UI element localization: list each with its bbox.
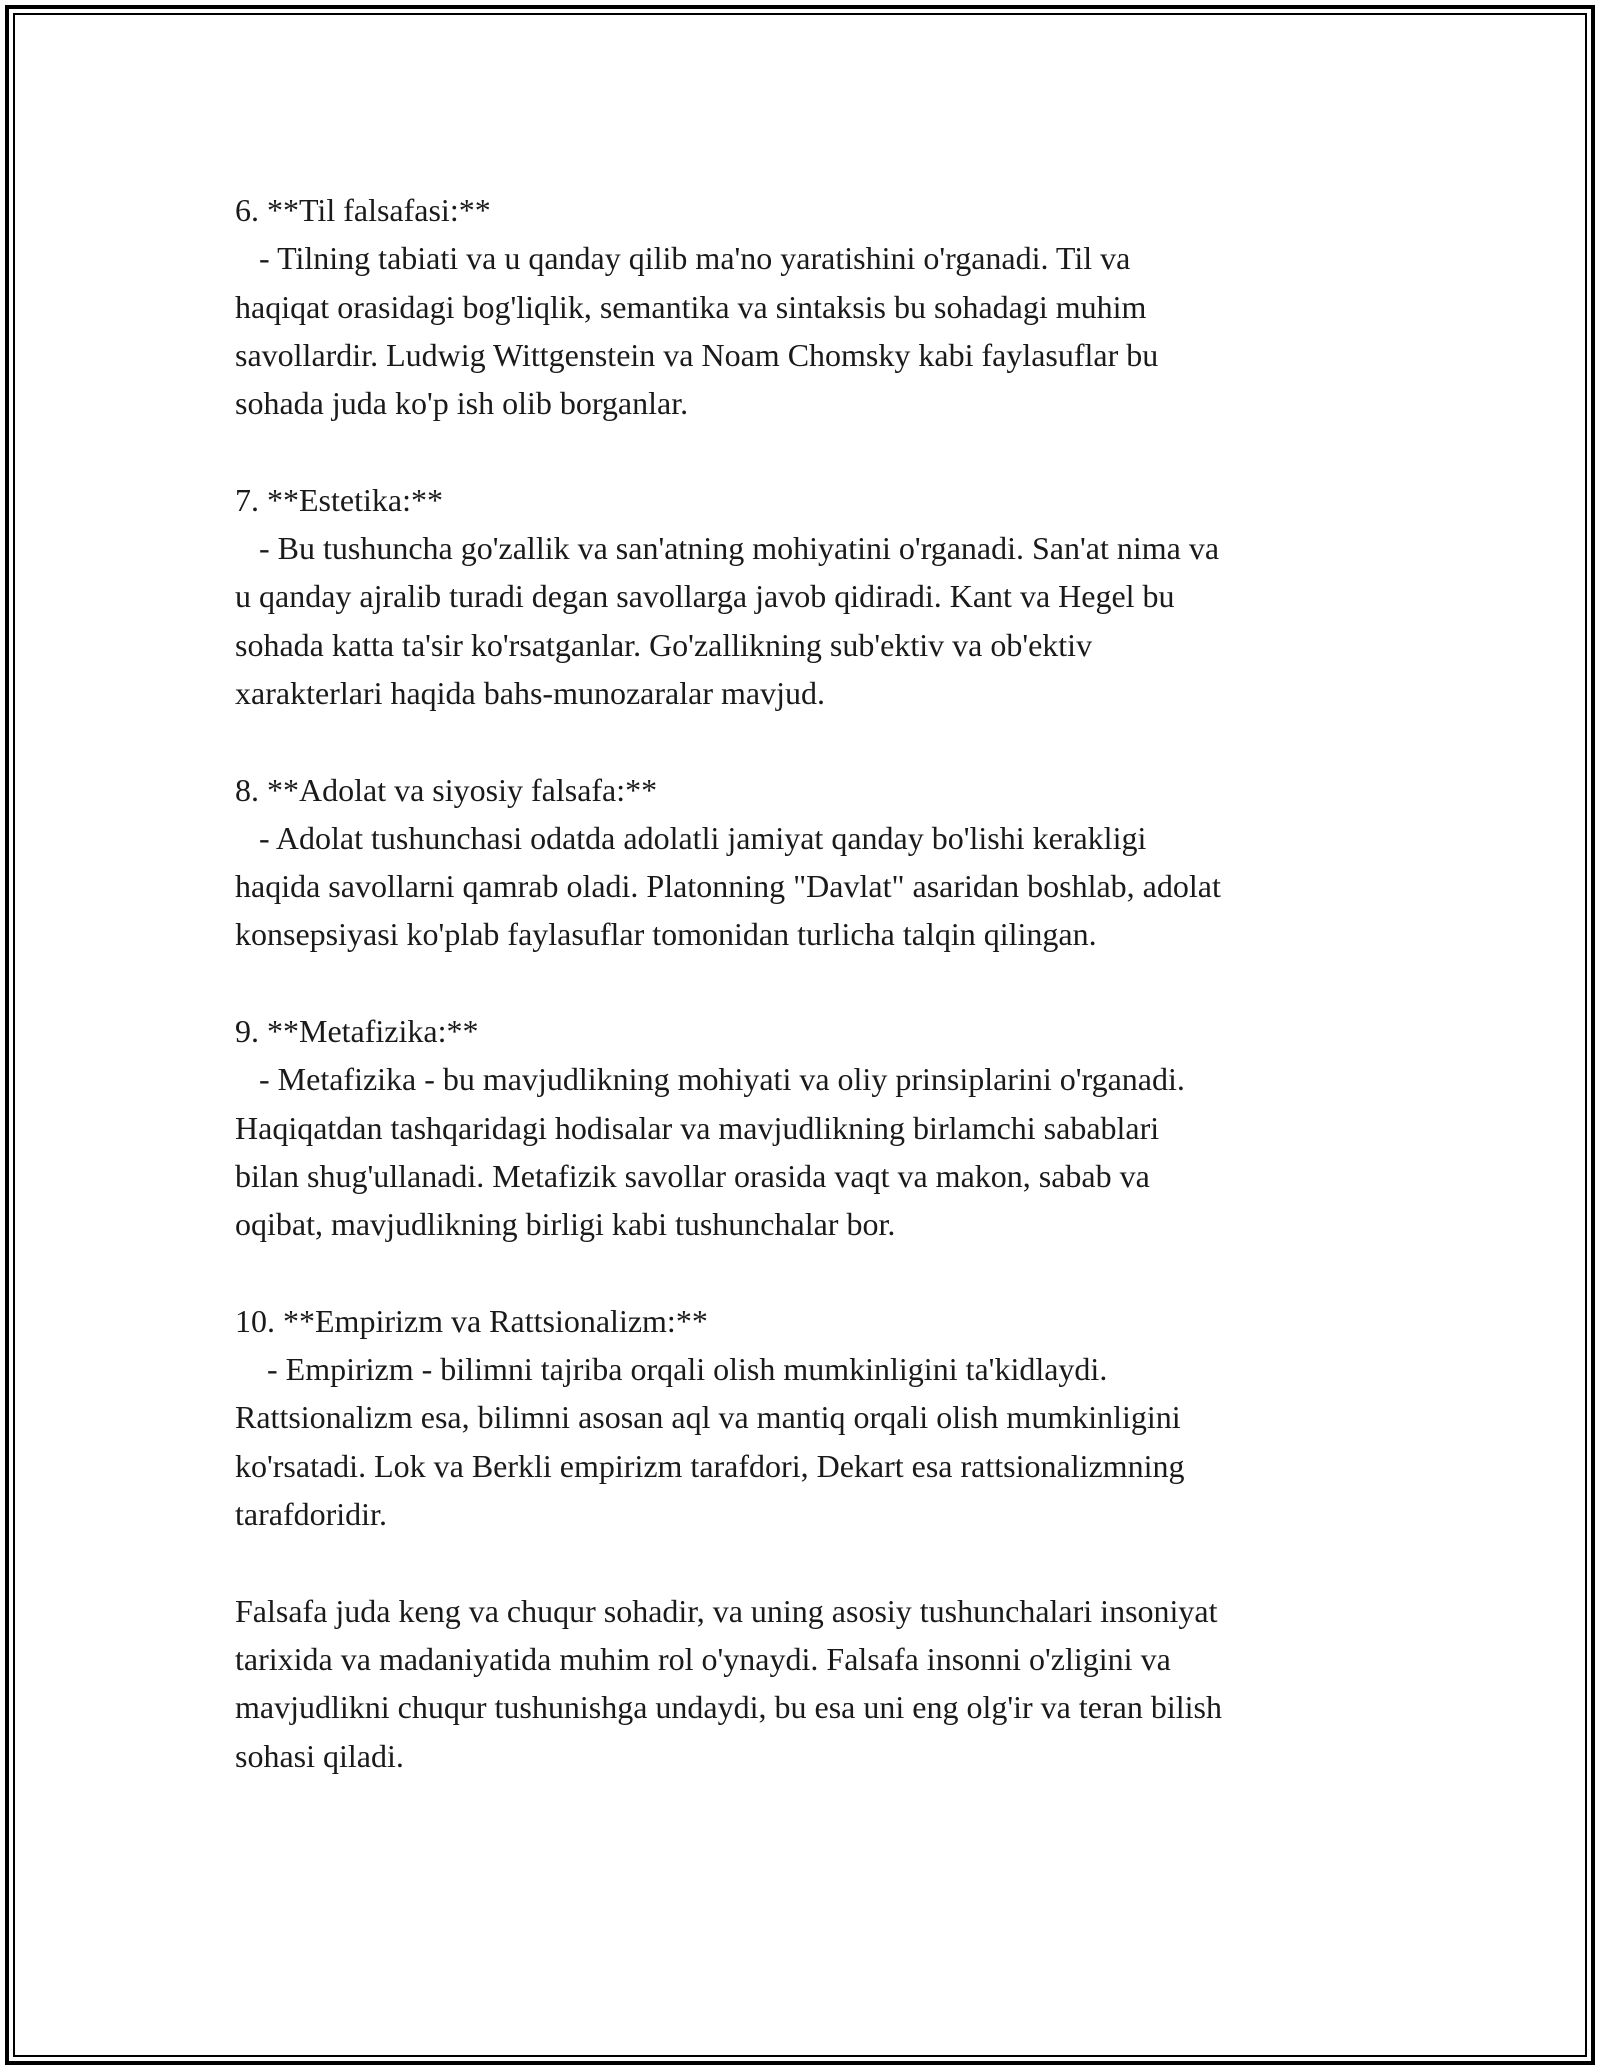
document-body: [235, 186, 1395, 1828]
section-estetika: [235, 476, 1395, 717]
paragraph-line: mavjudlikni chuqur tushunishga undaydi, bu esa uni eng olg'ir va teran bilish: [235, 1689, 1222, 1726]
paragraph-line: savollardir. Ludwig Wittgenstein va Noam Chomsky kabi faylasuflar bu: [235, 336, 1159, 373]
paragraph-line: - Bu tushuncha go'zallik va san'atning mohiyatini o'rganadi. San'at nima va: [235, 530, 1220, 567]
paragraph-line: - Metafizika - bu mavjudlikning mohiyati va oliy prinsiplarini o'rganadi.: [235, 1061, 1185, 1098]
conclusion-paragraph: [235, 1587, 1395, 1780]
paragraph-line: - Empirizm - bilimni tajriba orqali olish mumkinligini ta'kidlaydi.: [235, 1351, 1108, 1388]
paragraph-line: haqiqat orasidagi bog'liqlik, semantika va sintaksis bu sohadagi muhim: [235, 288, 1147, 325]
paragraph-line: Falsafa juda keng va chuqur sohadir, va uning asosiy tushunchalari insoniyat: [235, 1592, 1218, 1629]
paragraph-line: Rattsionalizm esa, bilimni asosan aql va mantiq orqali olish mumkinligini: [235, 1399, 1181, 1436]
section-til-falsafasi: [235, 186, 1395, 427]
paragraph-line: tarixida va madaniyatida muhim rol o'ynaydi. Falsafa insonni o'zligini va: [235, 1640, 1171, 1677]
section-empirizm: [235, 1297, 1395, 1538]
paragraph-line: haqida savollarni qamrab oladi. Platonning "Davlat" asaridan boshlab, adolat: [235, 868, 1221, 905]
section-heading: 7. **Estetika:**: [235, 481, 443, 518]
paragraph-line: ko'rsatadi. Lok va Berkli empirizm tarafdori, Dekart esa rattsionalizmning: [235, 1447, 1185, 1484]
paragraph-line: konsepsiyasi ko'plab faylasuflar tomonidan turlicha talqin qilingan.: [235, 916, 1097, 953]
paragraph-line: - Adolat tushunchasi odatda adolatli jamiyat qanday bo'lishi kerakligi: [235, 819, 1147, 856]
section-adolat: [235, 766, 1395, 959]
paragraph-line: sohasi qiladi.: [235, 1737, 404, 1774]
paragraph-line: u qanday ajralib turadi degan savollarga javob qidiradi. Kant va Hegel bu: [235, 578, 1175, 615]
section-heading: 8. **Adolat va siyosiy falsafa:**: [235, 771, 658, 808]
paragraph-line: - Tilning tabiati va u qanday qilib ma'no yaratishini o'rganadi. Til va: [235, 240, 1131, 277]
section-heading: 9. **Metafizika:**: [235, 1013, 479, 1050]
section-heading: 6. **Til falsafasi:**: [235, 192, 491, 228]
paragraph-line: bilan shug'ullanadi. Metafizik savollar orasida vaqt va makon, sabab va: [235, 1157, 1150, 1194]
paragraph-line: sohada katta ta'sir ko'rsatganlar. Go'zallikning sub'ektiv va ob'ektiv: [235, 626, 1093, 663]
paragraph-line: oqibat, mavjudlikning birligi kabi tushunchalar bor.: [235, 1206, 896, 1243]
paragraph-line: Haqiqatdan tashqaridagi hodisalar va mavjudlikning birlamchi sabablari: [235, 1109, 1160, 1146]
paragraph-line: sohada juda ko'p ish olib borganlar.: [235, 385, 689, 422]
paragraph-line: xarakterlari haqida bahs-munozaralar mavjud.: [235, 674, 825, 711]
paragraph-line: tarafdoridir.: [235, 1496, 387, 1533]
section-heading: 10. **Empirizm va Rattsionalizm:**: [235, 1302, 708, 1339]
section-metafizika: [235, 1007, 1395, 1248]
